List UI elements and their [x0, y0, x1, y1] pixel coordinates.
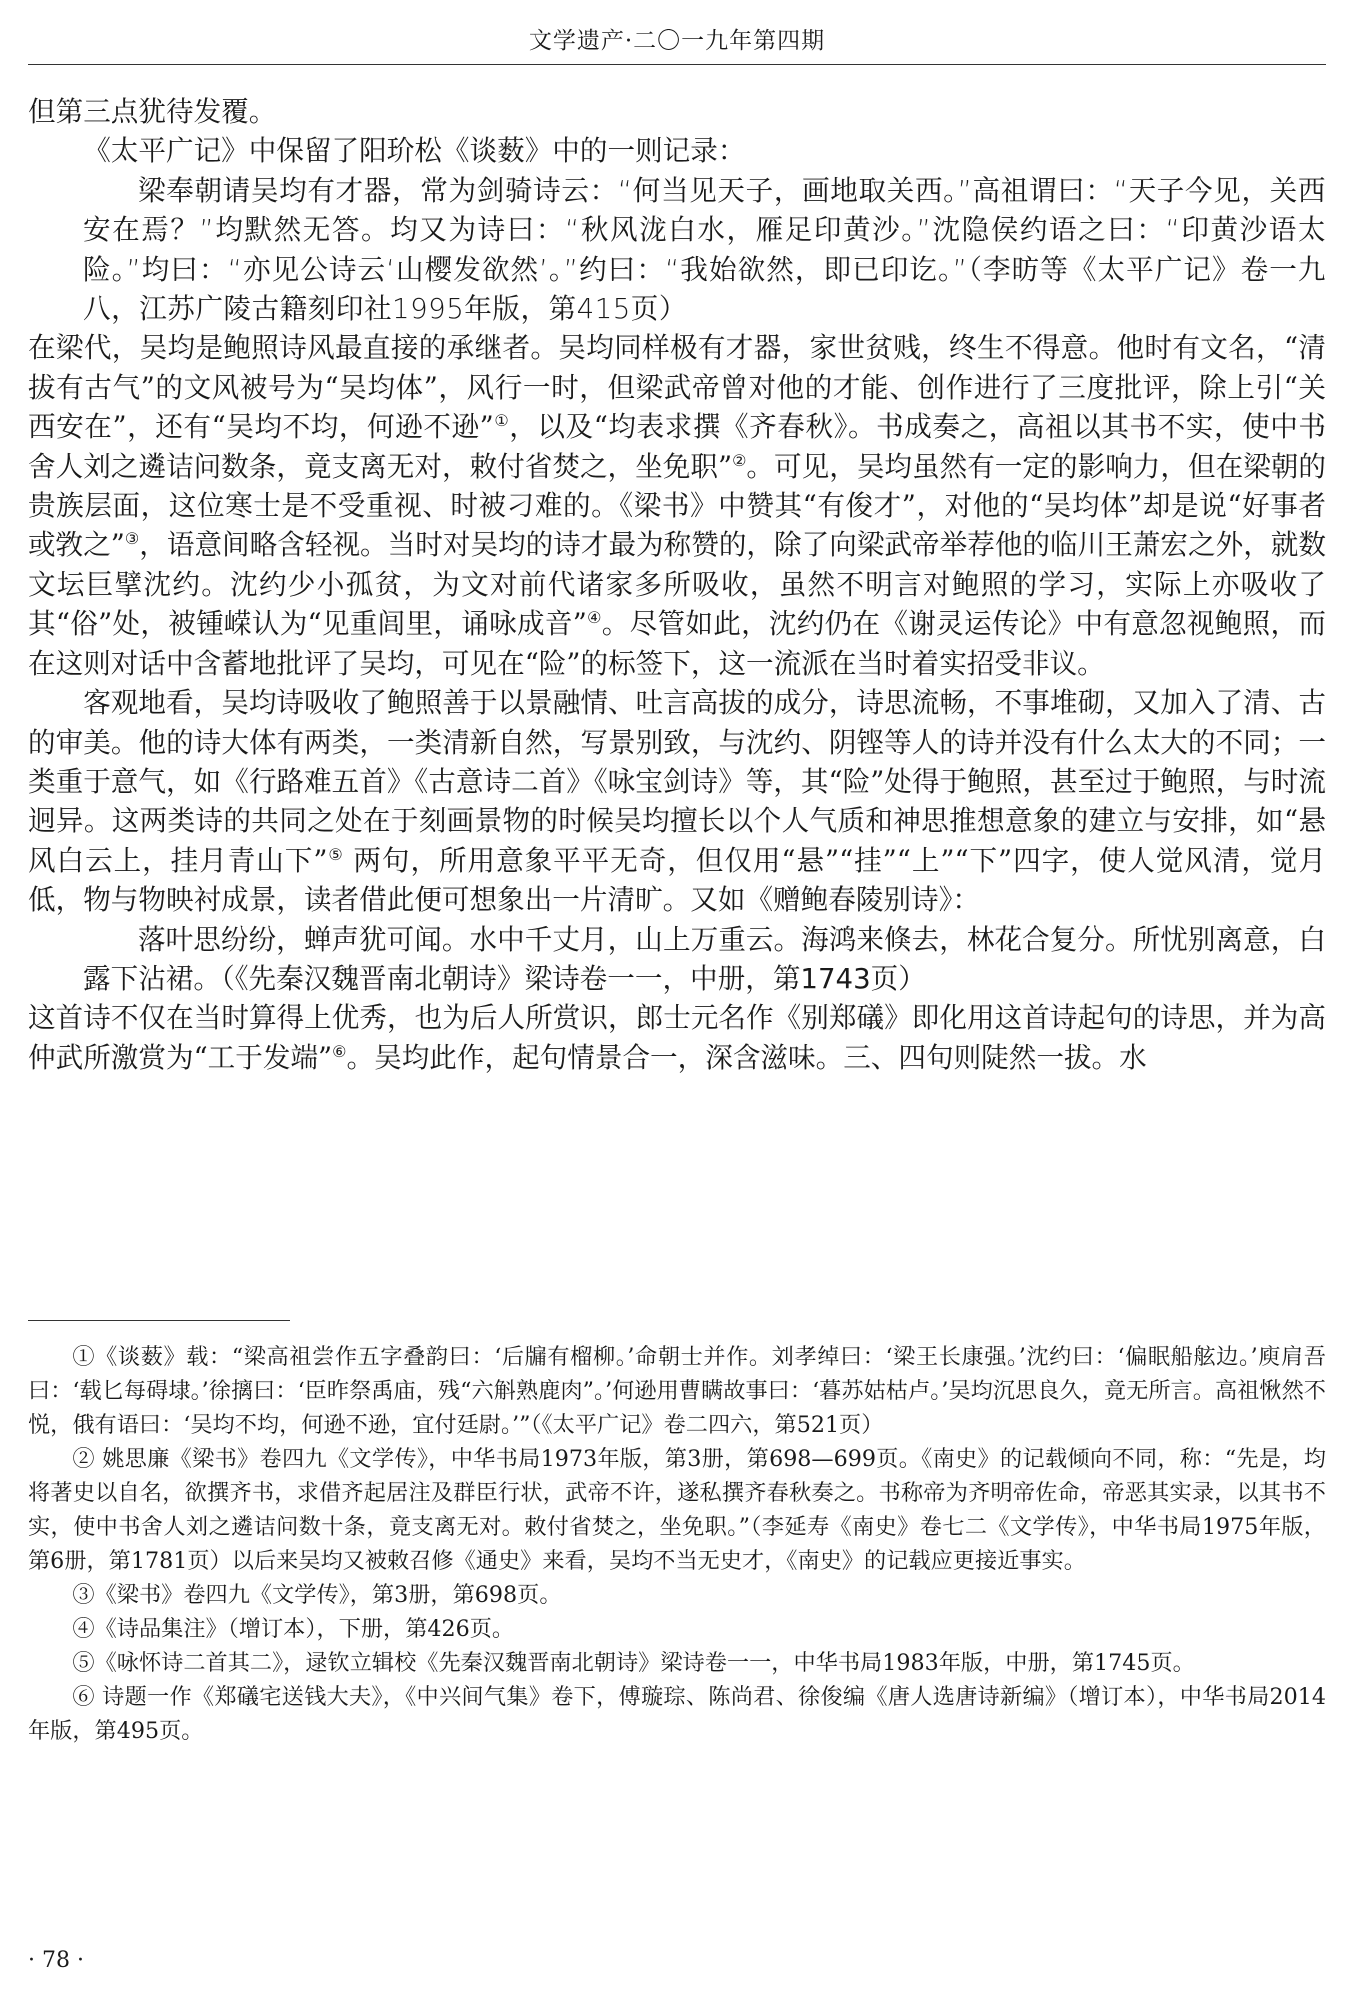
paragraph-3-part-e: 。尽管如此，沈约仍在《谢灵运传论》中有意忽视鲍照，而在这则对话中含蓄地批评了吴均，可见在“险”的标签下，这一流派在当时着实招受非议。	[28, 607, 1326, 680]
paragraph-3-part-a: 在梁代，吴均是鲍照诗风最直接的承继者。吴均同样极有才器，家世贫贱，终生不得意。他时有文名，“清拔有古气”的文风被号为“吴均体”，风行一时，但梁武帝曾对他的才能、创作进行了三度批评，除上引“关西安在”，还有“吴均不均，何逊不逊”	[28, 331, 1326, 444]
footnote-ref-2: ②	[732, 450, 747, 470]
paragraph-5	[28, 998, 1326, 1077]
footnote-6: ⑥ 诗题一作《郑礒宅送钱大夫》，《中兴间气集》卷下，傅璇琮、陈尚君、徐俊编《唐人选唐诗新编》（增订本），中华书局2014年版，第495页。	[28, 1684, 1326, 1744]
footnote-5: ⑤《咏怀诗二首其二》，逯钦立辑校《先秦汉魏晋南北朝诗》梁诗卷一一，中华书局1983年版，中册，第1745页。	[72, 1650, 1195, 1676]
footnote-1: ①《谈薮》载：“梁高祖尝作五字叠韵曰：‘后牖有榴柳。’命朝士并作。刘孝绰曰：‘梁王长康强。’沈约曰：‘偏眠船舷边。’庾肩吾曰：‘载匕每碍埭。’徐摛曰：‘臣昨祭禹庙，残“六斛熟鹿肉”。’何逊用曹瞒故事曰：‘暮苏姑枯卢。’吴均沉思良久，竟无所言。高祖愀然不悦，俄有语曰：‘吴均不均，何逊不逊，宜付廷尉。’”（《太平广记》卷二四六，第521页）	[28, 1344, 1326, 1438]
paragraph-3-part-b: ，以及“均表求撰《齐春秋》。书成奏之，高祖以其书不实，使中书舍人刘之遴诘问数条，竟支离无对，敕付省焚之，坐免职”	[28, 410, 1327, 483]
footnote-ref-4: ④	[586, 608, 602, 628]
block-quote-2: 落叶思纷纷，蝉声犹可闻。水中千丈月，山上万重云。海鸿来倏去，林花合复分。所忧别离意，白露下沾裙。（《先秦汉魏晋南北朝诗》梁诗卷一一，中册，第1743页）	[83, 922, 1326, 995]
main-text	[28, 92, 1326, 1077]
paragraph-4-part-b: 两句，所用意象平平无奇，但仅用“悬”“挂”“上”“下”四字，使人觉风清，觉月低，物与物映衬成景，读者借此便可想象出一片清旷。又如《赠鲍春陵别诗》：	[28, 843, 1327, 917]
paragraph-5-part-b: 。吴均此作，起句情景合一，深含滋味。三、四句则陡然一拔。水	[346, 1040, 1147, 1074]
footnote-ref-1: ①	[493, 411, 510, 431]
footnote-ref-5: ⑤	[327, 844, 344, 864]
paragraph-2: 《太平广记》中保留了阳玠松《谈薮》中的一则记录：	[83, 134, 746, 168]
footnote-3: ③《梁书》卷四九《文学传》，第3册，第698页。	[72, 1582, 562, 1608]
footnote-rule	[28, 1320, 290, 1321]
paragraph-3	[28, 328, 1326, 683]
footnote-2: ② 姚思廉《梁书》卷四九《文学传》，中华书局1973年版，第3册，第698—699页。《南史》的记载倾向不同，称：“先是，均将著史以自名，欲撰齐书，求借齐起居注及群臣行状，武帝不许，遂私撰齐春秋奏之。书称帝为齐明帝佐命，帝恶其实录，以其书不实，使中书舍人刘之遴诘问数十条，竟支离无对。敕付省焚之，坐免职。”（李延寿《南史》卷七二《文学传》，中华书局1975年版，第6册，第1781页）以后来吴均又被敕召修《通史》来看，吴均不当无史才，《南史》的记载应更接近事实。	[28, 1446, 1326, 1574]
footnote-4: ④《诗品集注》（增订本），下册，第426页。	[72, 1616, 515, 1642]
paragraph-4	[28, 683, 1326, 919]
paragraph-3-part-c: 。可见，吴均虽然有一定的影响力，但在梁朝的贵族层面，这位寒士是不受重视、时被刁难的。《梁书》中赞其“有俊才”，对他的“吴均体”却是说“好事者或敩之”	[28, 449, 1326, 562]
footnote-ref-6: ⑥	[332, 1041, 347, 1061]
block-quote-1: 梁奉朝请吴均有才器，常为剑骑诗云：“何当见天子，画地取关西。”高祖谓曰：“天子今见，关西安在焉？”均默然无答。均又为诗曰：“秋风泷白水，雁足印黄沙。”沈隐侯约语之曰：“印黄沙语太险。”均曰：“亦见公诗云‘山樱发欲然’。”约曰：“我始欲然，即已印讫。”（李昉等《太平广记》卷一九八，江苏广陵古籍刻印社1995年版，第415页）	[83, 173, 1326, 326]
paragraph-4-part-a: 客观地看，吴均诗吸收了鲍照善于以景融情、吐言高拔的成分，诗思流畅，不事堆砌，又加入了清、古的审美。他的诗大体有两类，一类清新自然，写景别致，与沈约、阴铿等人的诗并没有什么太大的不同；一类重于意气，如《行路难五首》《古意诗二首》《咏宝剑诗》等，其“险”处得于鲍照，甚至过于鲍照，与时流迥异。这两类诗的共同之处在于刻画景物的时候吴均擅长以个人气质和神思推想意象的建立与安排，如“悬风白云上，挂月青山下”	[28, 686, 1326, 877]
page-number: · 78 ·	[28, 1948, 84, 1973]
paragraph-3-part-d: ，语意间略含轻视。当时对吴均的诗才最为称赞的，除了向梁武帝举荐他的临川王萧宏之外，就数文坛巨擘沈约。沈约少小孤贫，为文对前代诸家多所吸收，虽然不明言对鲍照的学习，实际上亦吸收了其“俗”处，被锺嵘认为“见重闾里，诵咏成音”	[28, 528, 1326, 641]
paragraph-5-part-a: 这首诗不仅在当时算得上优秀，也为后人所赏识，郎士元名作《别郑礒》即化用这首诗起句的诗思，并为高仲武所激赏为“工于发端”	[28, 1001, 1326, 1074]
paragraph-1: 但第三点犹待发覆。	[28, 95, 277, 128]
footnote-ref-3: ③	[124, 529, 140, 549]
header-rule	[28, 64, 1326, 65]
footnotes	[28, 1340, 1326, 1748]
running-header: 文学遗产·二〇一九年第四期	[528, 28, 826, 54]
